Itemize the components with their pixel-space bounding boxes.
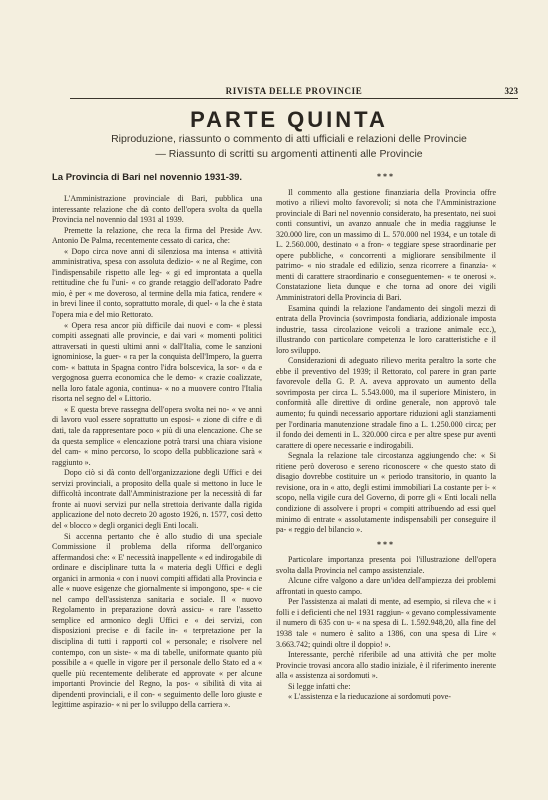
section-subtitle-2: — Riassunto di scritti su argomenti attinenti alle Provincie [155,148,423,160]
article-title: La Provincia di Bari nel novennio 1931-39. [52,172,243,183]
paragraph: « Dopo circa nove anni di silenziosa ma intensa « attività amministrativa, spesa con assoluta dedizio- « ne al Regime, con l'indispensabile rispetto alle leg- « gi ed improntata a quella rettitudine che fu l'uni- « co grande retaggio dell'adorato Padre mio, è per « me doveroso, al termine della mia fatica, rendere « in brevi linee il conto, soprattutto morale, di quel- « la che è stata l'opera mia e del mio Rettorato. [52,246,262,320]
paragraph: « L'assistenza e la rieducazione ai sordomuti pove- [288,692,451,702]
paragraph: Il commento alla gestione finanziaria della Provincia offre motivo a rilievi molto favorevoli; si nota che l'Amministrazione provinciale di Bari nel novennio considerato, ha presentato, nei suoi conti consuntivi, un avanzo annuale che in media raggiunse le 320.000 lire, con un massimo di L. 570.000 nel 1934, e un totale di L. 2.560.000, destinato « a fron- « teggiare spese straordinarie per opere pubbliche, « concorrenti a migliorare sensibilmente il patrimo- « nio stradale ed edilizio, senza ricorrere a finanzia- « menti di carattere straordinario e conseguentemen- « te onerosi ». Constatazione lieta dunque e che torna ad onore dei vigili Amministratori della Provincia di Bari. [276,187,496,303]
paragraph: Particolare importanza presenta poi l'illustrazione dell'opera svolta dalla Provincia nel campo assistenziale. [276,555,496,575]
paragraph: « E questa breve rassegna dell'opera svolta nei no- « ve anni di lavoro vuol essere soprattutto un esposi- « zione di cifre e di dati, tale da rappresentare poco « più di una elencazione. Che se da questa semplice « elencazione potrà trarsi una chiara visione del cam- « mino percorso, lo scopo della pubblicazione sarà « raggiunto ». [52,404,262,467]
running-title: RIVISTA DELLE PROVINCIE [225,86,363,96]
paragraph: Interessante, perchè riferibile ad una attività che per molte Provincie trovasi ancora allo stadio iniziale, è il riferimento inerente alla « assistenza ai sordomuti ». [276,650,496,681]
paragraph: Premette la relazione, che reca la firma del Preside Avv. Antonio De Palma, recentemente cessato di carica, che: [52,225,262,246]
page-number: 323 [504,86,518,96]
section-subtitle: Riproduzione, riassunto o commento di atti ufficiali e relazioni delle Provincie [111,133,467,145]
paragraph: Alcune cifre valgono a dare un'idea dell'ampiezza dei problemi affrontati in questo campo. [276,576,496,596]
paragraph: L'Amministrazione provinciale di Bari, pubblica una interessante relazione che dà conto dell'opera svolta da quella Provincia nel novennio dal 1931 al 1939. [52,194,262,225]
page-header [70,86,518,99]
paragraph: Dopo ciò si dà conto dell'organizzazione degli Uffici e dei servizi provinciali, a proposito della quale si mettono in luce le difficoltà incontrate dall'Amministrazione per la necessità di far fronte ai nuovi servizi pur nella strettoia derivante dalla rigida applicazione del noto decreto 20 agosto 1926, n. 1577, così detto del « blocco » degli organici degli Enti locali. [52,468,262,530]
paragraph: Si accenna pertanto che è allo studio di una speciale Commissione il problema della riforma dell'organico affermandosi che: « E' necessità inappellente « ed indirogabile di ordinare e disciplinare tutta la « materia degli Uffici e degli organici in armonia « con i nuovi compiti affidati alla Provincia e alle « nuove esigenze che giornalmente si impongono, spe- « cie nel campo dell'assistenza sanitaria e sociale. Il « nuovo Regolamento in preparazione dovrà assicu- « rare l'assetto semplice ed armonico degli Uffici e « dei servizi, con disposizioni precise e di facile in- « terpretazione per la disciplina di tutti i rapporti col « personale; e risolvere nel contempo, con un siste- « ma di tabelle, uniformate quanto più possibile a « quelle in vigore per il personale dello Stato ed a « quelle più recentemente deliberate ed approvate « per alcune importanti Provincie del Regno, la pos- « sibilità di vita ai dipendenti provinciali, e il con- « seguimento delle loro giuste e legittime aspirazio- « ni per lo sviluppo della carriera ». [52,531,262,710]
paragraph: Considerazioni di adeguato rilievo merita peraltro la sorte che ebbe il preventivo del 1939; il Rettorato, col parere in gran parte favorevole della G. P. A. aveva approvato un aumento della sovrimposta per circa L. 5.543.000, ma il superiore Ministero, in conformità alle direttive di ordine generale, non approvò tale aumento; fu quindi necessario apportare riduzioni agli stanziamenti per l'ordinaria manutenzione stradale fino a L. 1.250.000 circa; per il fondo dei dementi in L. 320.000 circa e per altre spese pur aventi carattere di opere necessarie e indirogabili. [276,356,496,450]
section-separator: *** [377,539,395,549]
paragraph: Per l'assistenza ai malati di mente, ad esempio, si rileva che « i folli e i deficienti che nel 1931 raggiun- « gevano complessivamente il numero di 635 con u- « na spesa di L. 1.592.948,20, alla fine del 1938 tale « numero è salito a 1386, con una spesa di Lire « 3.663.742; quindi oltre il doppio! ». [276,597,496,649]
right-column [276,172,496,703]
section-separator: *** [377,172,395,181]
left-column [52,172,262,711]
paragraph: Segnala la relazione tale circostanza aggiungendo che: « Si ritiene però doveroso e sereno riconoscere « che questo stato di disagio dovrebbe costituire un « periodo transitorio, in quanto la revisione, ora in « atto, degli estimi immobiliari La costante per i- « scopo, nella vigile cura del Governo, di porre gli « Enti locali nella condizione di assolvere i propri « compiti attribuendo ad essi quel minimo di entrate « assolutamente indispensabili per conseguire il pa- « reggio del bilancio ». [276,451,496,535]
paragraph: Esamina quindi la relazione l'andamento dei singoli mezzi di entrata della Provincia (sovrimposta fondiaria, addizionale imposta industrie, tassa circolazione veicoli a trazione animale ecc.), illustrando con particolare competenza le loro caratteristiche e il loro sviluppo. [276,303,496,355]
paragraph: Si legge infatti che: [288,681,351,691]
paragraph: « Opera resa ancor più difficile dai nuovi e com- « plessi compiti assegnati alle provincie, e dai vari « momenti politici attraversati in questi ultimi anni « dall'Italia, come le sanzioni ignominiose, la guer- « ra per la conquista dell'Impero, la guerra com- « battuta in Spagna contro l'idra bolscevica, la sor- « da e vergognosa guerra economica che le demo- « crazie coalizzate, nella loro fatale agonia, continua- « no a muovere contro l'Italia risorta nel segno del « Littorio. [52,320,262,404]
section-title: PARTE QUINTA [190,107,388,132]
